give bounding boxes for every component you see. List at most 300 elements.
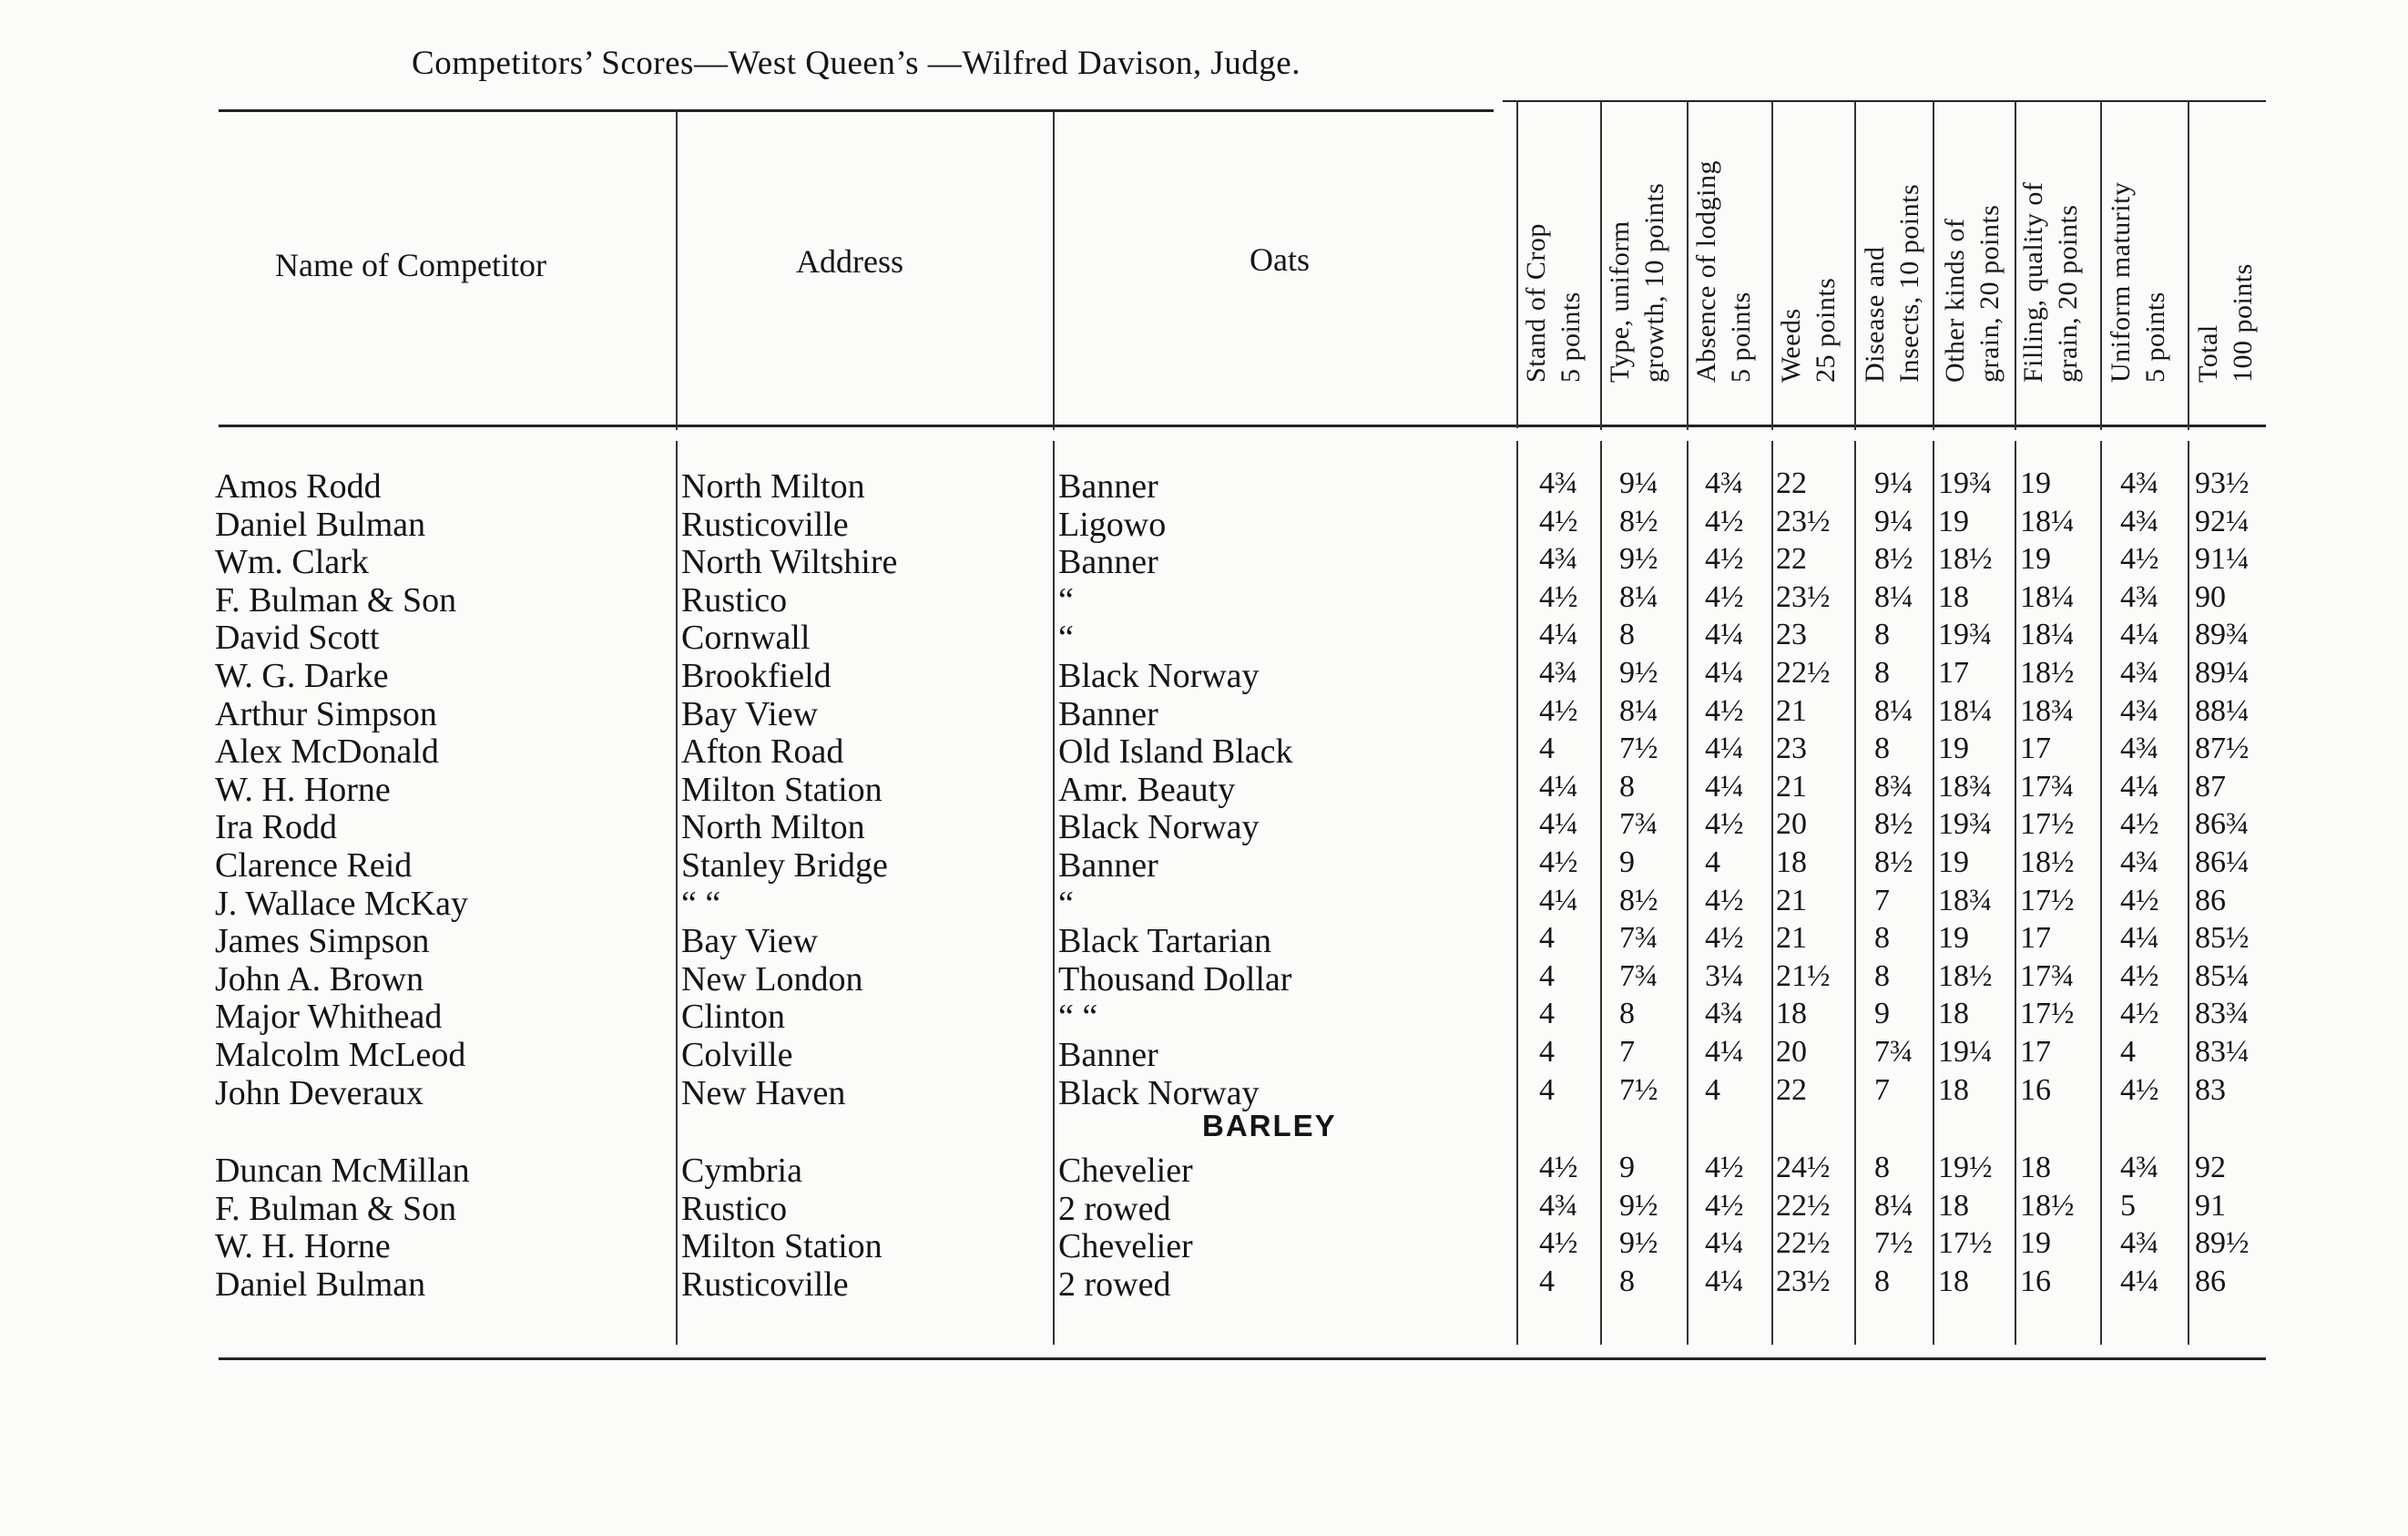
score-cell: 7 — [1619, 1035, 1635, 1069]
competitor-name: John A. Brown — [215, 959, 424, 998]
criterion-points: 100 points — [2228, 263, 2258, 383]
score-cell: 17½ — [1938, 1226, 1993, 1261]
column-header-name: Name of Competitor — [275, 247, 546, 283]
table-row — [0, 580, 2408, 619]
score-cell: 18 — [1938, 1072, 1969, 1107]
score-cell: 18¾ — [1938, 883, 1993, 917]
score-cell: 86 — [2195, 1264, 2226, 1298]
header-top-rule — [219, 109, 1494, 112]
score-cell: 4 — [1539, 1035, 1555, 1069]
score-column-divider — [1600, 102, 1602, 430]
score-cell: 17¾ — [2020, 769, 2075, 804]
score-cell: 22½ — [1776, 1188, 1831, 1223]
competitor-name: J. Wallace McKay — [215, 884, 468, 923]
score-cell: 4½ — [1705, 693, 1744, 728]
table-row — [0, 466, 2408, 505]
oat-variety: Old Island Black — [1058, 732, 1293, 772]
score-cell: 4¾ — [2120, 579, 2159, 614]
competitor-address: Milton Station — [681, 1227, 883, 1266]
score-cell: 8½ — [1874, 542, 1913, 577]
score-cell: 4½ — [1539, 579, 1578, 614]
competitor-address: “ “ — [681, 884, 721, 923]
score-cell: 8½ — [1874, 845, 1913, 879]
score-cell: 4¾ — [2120, 693, 2159, 728]
score-cell: 19¼ — [1938, 1035, 1993, 1069]
score-cell: 17½ — [2020, 883, 2075, 917]
score-cell: 18 — [1776, 997, 1807, 1031]
table-row — [0, 807, 2408, 845]
score-cell: 22 — [1776, 542, 1807, 577]
score-cell: 4¾ — [1705, 466, 1744, 500]
score-cell: 9¼ — [1619, 466, 1658, 500]
score-cell: 18 — [1938, 997, 1969, 1031]
score-cell: 4¼ — [1705, 732, 1744, 766]
score-cell: 22½ — [1776, 1226, 1831, 1261]
table-row — [0, 694, 2408, 732]
score-cell: 20 — [1776, 807, 1807, 842]
table-row — [0, 997, 2408, 1035]
score-cell: 83¾ — [2195, 997, 2250, 1031]
score-cell: 4 — [1705, 845, 1720, 879]
column-header-criterion — [1858, 100, 1927, 383]
score-cell: 8 — [1874, 1264, 1890, 1298]
score-cell: 87 — [2195, 769, 2226, 804]
competitor-name: Malcolm McLeod — [215, 1036, 466, 1074]
score-cell: 19 — [1938, 732, 1969, 766]
criterion-points: grain, 20 points — [2053, 204, 2083, 383]
score-cell: 18¼ — [1938, 693, 1993, 728]
competitor-name: Duncan McMillan — [215, 1152, 470, 1190]
score-cell: 4¼ — [1705, 1226, 1744, 1261]
score-cell: 8 — [1619, 618, 1635, 652]
competitor-address: Milton Station — [681, 770, 883, 809]
score-cell: 8¼ — [1874, 1188, 1913, 1223]
oat-variety: Black Tartarian — [1058, 922, 1272, 961]
score-cell: 7¾ — [1619, 921, 1658, 956]
column-header-criterion — [1938, 100, 2007, 383]
oat-variety: Black Norway — [1058, 1073, 1260, 1112]
score-cell: 4½ — [2120, 883, 2159, 917]
score-cell: 9½ — [1619, 1226, 1658, 1261]
competitor-address: Bay View — [681, 922, 819, 961]
score-cell: 4 — [1539, 732, 1555, 766]
table-row — [0, 845, 2408, 884]
score-cell: 8¼ — [1874, 579, 1913, 614]
score-cell: 8 — [1874, 618, 1890, 652]
score-cell: 4½ — [1539, 1226, 1578, 1261]
oat-variety: “ — [1058, 619, 1074, 658]
oat-variety: Thousand Dollar — [1058, 959, 1292, 998]
criterion-label: Type, uniform — [1605, 220, 1635, 383]
column-header-oats: Oats — [1250, 241, 1310, 278]
score-cell: 19¾ — [1938, 466, 1993, 500]
oat-variety: Ligowo — [1058, 505, 1167, 544]
score-column-divider — [1687, 102, 1689, 430]
score-cell: 8½ — [1874, 807, 1913, 842]
score-cell: 4¾ — [2120, 504, 2159, 538]
score-cell: 21 — [1776, 921, 1807, 956]
score-cell: 23½ — [1776, 1264, 1831, 1298]
competitor-name: James Simpson — [215, 922, 430, 961]
criterion-points: growth, 10 points — [1639, 182, 1669, 383]
criterion-label: Uniform maturity — [2106, 181, 2136, 383]
page-title: Competitors’ Scores—West Queen’s —Wilfred Davison, Judge. — [412, 45, 1301, 82]
score-cell: 19 — [1938, 845, 1969, 879]
criterion-label: Absence of lodging — [1691, 160, 1721, 383]
score-cell: 4½ — [1705, 542, 1744, 577]
score-cell: 8 — [1874, 958, 1890, 993]
score-cell: 7 — [1874, 883, 1890, 917]
score-cell: 18 — [1938, 1188, 1969, 1223]
score-cell: 18½ — [2020, 845, 2075, 879]
competitor-address: Afton Road — [681, 732, 844, 772]
table-row — [0, 618, 2408, 656]
score-cell: 4 — [1539, 921, 1555, 956]
score-cell: 4¼ — [2120, 1264, 2159, 1298]
competitor-name: F. Bulman & Son — [215, 1189, 457, 1228]
score-cell: 19 — [2020, 542, 2051, 577]
score-cell: 9 — [1619, 845, 1635, 879]
score-cell: 89¾ — [2195, 618, 2250, 652]
competitor-address: North Wiltshire — [681, 543, 898, 582]
criterion-label: Other kinds of — [1940, 218, 1970, 383]
score-cell: 9 — [1619, 1151, 1635, 1184]
score-cell: 89¼ — [2195, 656, 2250, 690]
score-cell: 9 — [1874, 997, 1890, 1031]
column-header-criterion — [2016, 100, 2086, 383]
score-cell: 4 — [1539, 958, 1555, 993]
competitor-name: David Scott — [215, 619, 380, 658]
score-cell: 7¾ — [1874, 1035, 1913, 1069]
table-row — [0, 1265, 2408, 1303]
score-cell: 18½ — [1938, 958, 1993, 993]
score-cell: 4¼ — [2120, 618, 2159, 652]
oat-variety: Amr. Beauty — [1058, 770, 1236, 809]
score-cell: 19 — [2020, 1226, 2051, 1261]
score-cell: 4 — [1539, 1264, 1555, 1298]
score-cell: 4½ — [1705, 504, 1744, 538]
table-row — [0, 656, 2408, 694]
score-cell: 8 — [1874, 732, 1890, 766]
score-cell: 4 — [2120, 1035, 2136, 1069]
score-cell: 85½ — [2195, 921, 2250, 956]
score-cell: 88¼ — [2195, 693, 2250, 728]
score-cell: 4½ — [2120, 807, 2159, 842]
score-cell: 18¾ — [1938, 769, 1993, 804]
score-cell: 18 — [1938, 579, 1969, 614]
score-cell: 16 — [2020, 1072, 2051, 1107]
criterion-points: 5 points — [1556, 292, 1586, 383]
score-cell: 7¾ — [1619, 958, 1658, 993]
competitor-name: Clarence Reid — [215, 846, 413, 885]
score-column-divider — [1516, 100, 1518, 428]
competitor-name: W. G. Darke — [215, 657, 389, 695]
oat-variety: Banner — [1058, 467, 1158, 506]
score-cell: 4¾ — [1539, 466, 1578, 500]
score-cell: 7¾ — [1619, 807, 1658, 842]
competitor-address: New Haven — [681, 1073, 846, 1112]
score-cell: 91 — [2195, 1188, 2226, 1223]
column-header-criterion — [1603, 100, 1672, 383]
score-cell: 18½ — [2020, 1188, 2075, 1223]
score-column-divider — [1933, 102, 1934, 430]
score-column-divider — [1854, 102, 1856, 430]
score-cell: 21 — [1776, 769, 1807, 804]
score-cell: 17 — [2020, 1035, 2051, 1069]
header-bottom-rule — [219, 425, 2266, 427]
oat-variety: Banner — [1058, 694, 1158, 733]
score-cell: 4½ — [1539, 1151, 1578, 1184]
table-row — [0, 770, 2408, 808]
criterion-label: Weeds — [1776, 308, 1806, 383]
score-cell: 91¼ — [2195, 542, 2250, 577]
score-cell: 17¾ — [2020, 958, 2075, 993]
score-cell: 18 — [1938, 1264, 1969, 1298]
score-cell: 4½ — [1539, 845, 1578, 879]
score-cell: 4¼ — [1705, 769, 1744, 804]
table-bottom-rule — [219, 1357, 2266, 1360]
column-header-criterion — [2104, 100, 2173, 383]
score-cell: 89½ — [2195, 1226, 2250, 1261]
competitor-address: North Milton — [681, 467, 865, 506]
oat-variety: 2 rowed — [1058, 1265, 1171, 1304]
score-cell: 85¼ — [2195, 958, 2250, 993]
score-cell: 4½ — [2120, 1072, 2159, 1107]
competitor-name: John Deveraux — [215, 1073, 423, 1112]
oat-variety: Banner — [1058, 846, 1158, 885]
score-cell: 23 — [1776, 618, 1807, 652]
score-cell: 4½ — [1705, 579, 1744, 614]
oat-variety: Chevelier — [1058, 1152, 1193, 1190]
score-cell: 4¼ — [2120, 769, 2159, 804]
criterion-points: 5 points — [1726, 292, 1756, 383]
score-cell: 92¼ — [2195, 504, 2250, 538]
score-cell: 83 — [2195, 1072, 2226, 1107]
score-cell: 9½ — [1619, 1188, 1658, 1223]
score-cell: 8¾ — [1874, 769, 1913, 804]
table-row — [0, 1151, 2408, 1189]
score-cell: 19¾ — [1938, 807, 1993, 842]
competitor-address: Rusticoville — [681, 1265, 849, 1304]
competitor-name: F. Bulman & Son — [215, 580, 457, 620]
score-cell: 17½ — [2020, 997, 2075, 1031]
competitor-name: W. H. Horne — [215, 1227, 391, 1266]
score-cell: 9½ — [1619, 656, 1658, 690]
score-cell: 9½ — [1619, 542, 1658, 577]
score-cell: 7 — [1874, 1072, 1890, 1107]
score-cell: 23 — [1776, 732, 1807, 766]
score-cell: 8 — [1874, 921, 1890, 956]
oat-variety: “ — [1058, 884, 1074, 923]
oat-variety: Chevelier — [1058, 1227, 1193, 1266]
score-cell: 4½ — [2120, 542, 2159, 577]
score-cell: 4¼ — [1705, 656, 1744, 690]
score-cell: 8 — [1619, 997, 1635, 1031]
score-cell: 3¼ — [1705, 958, 1744, 993]
competitor-address: Bay View — [681, 694, 819, 733]
score-cell: 4¼ — [1539, 807, 1578, 842]
competitor-name: Ira Rodd — [215, 808, 338, 847]
score-cell: 19¾ — [1938, 618, 1993, 652]
score-cell: 18¾ — [2020, 693, 2075, 728]
score-cell: 4½ — [2120, 958, 2159, 993]
score-cell: 4½ — [1705, 1188, 1744, 1223]
score-cell: 4¼ — [1539, 883, 1578, 917]
competitor-address: Stanley Bridge — [681, 846, 888, 885]
score-cell: 21½ — [1776, 958, 1831, 993]
score-cell: 18 — [1776, 845, 1807, 879]
score-cell: 8 — [1874, 656, 1890, 690]
score-cell: 8¼ — [1619, 693, 1658, 728]
score-cell: 17 — [2020, 921, 2051, 956]
column-divider — [676, 111, 678, 430]
score-cell: 7½ — [1619, 1072, 1658, 1107]
column-header-criterion — [1689, 100, 1759, 383]
score-column-divider — [1771, 102, 1773, 430]
score-cell: 19½ — [1938, 1151, 1993, 1184]
score-cell: 22 — [1776, 466, 1807, 500]
score-cell: 5 — [2120, 1188, 2136, 1223]
score-cell: 16 — [2020, 1264, 2051, 1298]
criterion-label: Total — [2193, 324, 2223, 383]
competitor-address: Brookfield — [681, 657, 832, 695]
score-cell: 9¼ — [1874, 466, 1913, 500]
competitor-name: Arthur Simpson — [215, 694, 437, 733]
score-cell: 4¼ — [1539, 769, 1578, 804]
score-cell: 4¾ — [1539, 1188, 1578, 1223]
score-cell: 4¾ — [2120, 1151, 2159, 1184]
score-cell: 24½ — [1776, 1151, 1831, 1184]
score-cell: 4½ — [1705, 883, 1744, 917]
table-row — [0, 1189, 2408, 1227]
competitor-name: Alex McDonald — [215, 732, 439, 772]
oat-variety: Black Norway — [1058, 657, 1260, 695]
score-cell: 17½ — [2020, 807, 2075, 842]
column-divider — [1053, 111, 1055, 430]
score-cell: 17 — [1938, 656, 1969, 690]
criterion-points: 25 points — [1811, 277, 1841, 383]
competitor-address: Colville — [681, 1036, 793, 1074]
score-cell: 23½ — [1776, 504, 1831, 538]
score-cell: 18 — [2020, 1151, 2051, 1184]
column-header-criterion — [2191, 100, 2260, 383]
score-cell: 18¼ — [2020, 504, 2075, 538]
score-cell: 92 — [2195, 1151, 2226, 1184]
score-cell: 21 — [1776, 883, 1807, 917]
score-column-divider — [2188, 102, 2189, 430]
score-cell: 4¼ — [1539, 618, 1578, 652]
criterion-label: Filling, quality of — [2018, 181, 2048, 383]
competitor-address: Rustico — [681, 1189, 788, 1228]
column-header-criterion — [1519, 100, 1588, 383]
score-cell: 4¾ — [2120, 845, 2159, 879]
oat-variety: “ “ — [1058, 998, 1098, 1037]
score-cell: 4¾ — [2120, 656, 2159, 690]
criterion-points: 5 points — [2140, 292, 2170, 383]
score-cell: 86¼ — [2195, 845, 2250, 879]
criterion-points: Insects, 10 points — [1894, 183, 1924, 383]
table-row — [0, 1035, 2408, 1073]
score-column-divider — [2100, 102, 2102, 430]
score-cell: 22 — [1776, 1072, 1807, 1107]
score-cell: 4¾ — [1539, 542, 1578, 577]
score-cell: 19 — [2020, 466, 2051, 500]
score-cell: 4¾ — [1705, 997, 1744, 1031]
score-cell: 4¼ — [1705, 618, 1744, 652]
criterion-points: grain, 20 points — [1974, 204, 2005, 383]
table-row — [0, 884, 2408, 922]
score-cell: 18¼ — [2020, 579, 2075, 614]
score-cell: 8 — [1619, 769, 1635, 804]
score-cell: 8½ — [1619, 504, 1658, 538]
score-cell: 19 — [1938, 921, 1969, 956]
score-cell: 20 — [1776, 1035, 1807, 1069]
table-row — [0, 1226, 2408, 1265]
score-cell: 22½ — [1776, 656, 1831, 690]
competitor-name: Wm. Clark — [215, 543, 369, 582]
score-cell: 4¼ — [2120, 921, 2159, 956]
score-cell: 4½ — [2120, 997, 2159, 1031]
score-cell: 4 — [1539, 997, 1555, 1031]
score-cell: 7½ — [1619, 732, 1658, 766]
oat-variety: “ — [1058, 580, 1074, 620]
score-cell: 4½ — [1705, 1151, 1744, 1184]
score-cell: 4 — [1539, 1072, 1555, 1107]
competitor-name: Major Whithead — [215, 998, 443, 1037]
section-label-barley: BARLEY — [1202, 1109, 1337, 1142]
competitor-address: Cornwall — [681, 619, 811, 658]
score-cell: 4¾ — [2120, 1226, 2159, 1261]
oat-variety: Black Norway — [1058, 808, 1260, 847]
table-row — [0, 505, 2408, 543]
score-cell: 4½ — [1539, 693, 1578, 728]
score-cell: 83¼ — [2195, 1035, 2250, 1069]
score-cell: 18½ — [1938, 542, 1993, 577]
score-cell: 90 — [2195, 579, 2226, 614]
table-row — [0, 921, 2408, 959]
score-cell: 4 — [1705, 1072, 1720, 1107]
score-cell: 8¼ — [1619, 579, 1658, 614]
competitor-address: Rustico — [681, 580, 788, 620]
competitor-name: Daniel Bulman — [215, 505, 426, 544]
score-cell: 4¼ — [1705, 1264, 1744, 1298]
column-header-criterion — [1774, 100, 1843, 383]
column-header-address: Address — [796, 243, 903, 280]
score-cell: 4½ — [1705, 807, 1744, 842]
score-cell: 4¾ — [1539, 656, 1578, 690]
score-cell: 9¼ — [1874, 504, 1913, 538]
score-cell: 86¾ — [2195, 807, 2250, 842]
competitor-address: New London — [681, 959, 863, 998]
oat-variety: Banner — [1058, 1036, 1158, 1074]
score-cell: 23½ — [1776, 579, 1831, 614]
score-cell: 8½ — [1619, 883, 1658, 917]
score-cell: 4½ — [1539, 504, 1578, 538]
score-cell: 19 — [1938, 504, 1969, 538]
score-cell: 18¼ — [2020, 618, 2075, 652]
score-cell: 4½ — [1705, 921, 1744, 956]
competitor-name: Amos Rodd — [215, 467, 382, 506]
score-cell: 8 — [1619, 1264, 1635, 1298]
score-column-divider — [2015, 102, 2016, 430]
oat-variety: Banner — [1058, 543, 1158, 582]
score-cell: 7½ — [1874, 1226, 1913, 1261]
score-cell: 86 — [2195, 883, 2226, 917]
competitor-name: Daniel Bulman — [215, 1265, 426, 1304]
criterion-label: Stand of Crop — [1521, 223, 1551, 383]
criterion-label: Disease and — [1860, 246, 1890, 383]
table-row — [0, 542, 2408, 580]
